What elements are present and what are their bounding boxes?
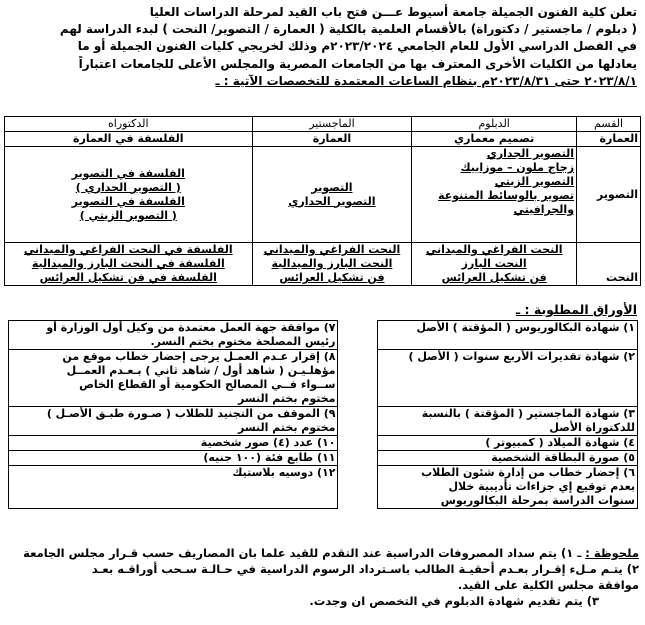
cell-line: فن تشكيل العرائس: [279, 271, 385, 284]
specialties-table: [4, 116, 641, 286]
item-line: ٤) شهادة الميلاد ( كمبيوتر ): [485, 436, 635, 449]
item-line: للدكتوراة الأصل: [549, 421, 635, 434]
paper-item: [378, 321, 638, 350]
item-line: ١٠) عدد (٤) صور شخصية: [200, 436, 336, 449]
cell-line: فن تشكيل العرائس: [441, 271, 547, 284]
intro-line: في الفصل الدراسي الأول للعام الجامعي ٢٠٢٣/٢٠٢٤م وذلك لخريجي كليات الفنون الجميلة أو ما: [77, 39, 637, 54]
note-text: ـ ١) يتم سداد المصروفات الدراسية عند التقدم للقيد علما بان المصاريف حسب قـرار مجلس الجامعة: [23, 546, 582, 560]
item-line: سنوات الدراسة بمرحلة البكالوريوس: [440, 494, 635, 507]
item-line: ٦) إحضار خطاب من إدارة شئون الطلاب: [421, 466, 635, 479]
cell-line: النحت الفراغي والميداني: [425, 243, 563, 256]
table-row: [9, 350, 638, 407]
spacer: [338, 321, 378, 350]
note-line: ٢) يتـم مـلء إقـرار بعـدم أحقيـة الطالب باسـترداد الرسوم الدراسية في حـالـة سـحب أوراقـه بعـد: [91, 562, 639, 576]
paper-item: [9, 451, 338, 466]
phd-cell: [5, 147, 253, 243]
cell-line: زجاج ملون – موزاييك: [460, 161, 575, 174]
masters-cell: [252, 147, 412, 243]
item-line: مؤهلـيـن ( شاهد أول / شاهد ثاني ) بـعـدم العمــل: [66, 364, 336, 377]
cell-line: تصميم معماري: [454, 132, 535, 145]
item-line: رئيس المصلحة مختوم بختم النسر.: [150, 335, 336, 348]
table-row: [5, 243, 641, 286]
table-header-row: [5, 117, 641, 132]
cell-line: العمارة: [312, 132, 352, 145]
item-line: ١١) طابع فئة (١٠٠ جنيه): [203, 451, 336, 464]
papers-table: [8, 320, 638, 509]
cell-line: التصوير الجداري: [288, 194, 376, 208]
cell-line: النحت البارز: [461, 257, 527, 270]
paper-item: [378, 350, 638, 407]
spacer: [338, 350, 378, 407]
cell-line: الفلسفة في فن تشكيل العرائس: [39, 271, 217, 284]
item-line: بعدم توقيع إي جزاءات تأديبية خلال: [448, 480, 635, 493]
intro-line: ( دبلوم / ماجستير / دكتوراة) بالأقسام العلمية بالكلية ( العمارة / التصوير/ النحت ) لبدء الدراسة لهم: [59, 22, 637, 37]
cell-line: الفلسفة في العمارة: [73, 132, 184, 145]
phd-cell: [5, 132, 253, 147]
cell-line: والجرافيتي: [513, 203, 575, 216]
table-row: [9, 407, 638, 436]
table-row: [9, 321, 638, 350]
item-line: ٢) شهادة تقديرات الأربع سنوات ( الأصل ): [408, 350, 635, 363]
notes-section: [4, 545, 639, 609]
intro-paragraph: [6, 4, 637, 90]
item-line: ٧) موافقة جهة العمل معتمدة من وكيل أول الوزارة أو: [46, 321, 336, 334]
intro-line: يعادلها من الكليات الأخرى المعترف بها من الجامعات المصرية والمجلس الأعلى للجامعات اعتباراً: [78, 56, 637, 71]
header-phd: الدكتوراه: [5, 117, 253, 132]
spacer: [338, 407, 378, 436]
paper-item: [9, 350, 338, 407]
dept-cell: العمارة: [577, 132, 641, 147]
note-line: [4, 545, 639, 561]
table-row: [5, 147, 641, 243]
paper-item: [9, 436, 338, 451]
diploma-cell: [412, 132, 577, 147]
table-row: [9, 436, 638, 451]
intro-line: تعلن كلية الفنون الجميلة جامعة أسيوط عـــن فتح باب القيد لمرحلة الدراسات العليا: [149, 5, 637, 19]
dept-cell: التصوير: [577, 147, 641, 243]
header-dept: القسم: [577, 117, 641, 132]
papers-title: الأوراق المطلوبة : ـ: [515, 302, 637, 317]
cell-line: التصوير الجداري: [486, 147, 575, 160]
cell-line: النحت الفراغي والميداني: [263, 243, 401, 256]
note-line: ٣) يتم تقديم شهادة الدبلوم في التخصص ان وجدت.: [309, 594, 599, 608]
cell-line: الفلسفة في التصوير: [71, 166, 185, 180]
spacer: [338, 436, 378, 451]
paper-item: [378, 436, 638, 451]
paper-item: [9, 466, 338, 509]
note-line: موافقة مجلس الكلية على القيد.: [457, 578, 639, 592]
intro-line: ٢٠٢٣/٨/١ حتى ٢٠٢٣/٨/٣١م بنظام الساعات المعتمدة للتخصصات الآتية : ـ: [215, 73, 637, 88]
cell-line: النحت البارز والميدالية: [271, 257, 393, 270]
paper-item: [378, 407, 638, 436]
item-line: ســواء فــي المصالح الحكومية أو القطاع الخاص: [79, 378, 336, 391]
phd-cell: [5, 243, 253, 286]
cell-line: ( التصوير الجداري ): [75, 180, 181, 194]
cell-line: تصوير بالوسائط المتنوعة: [438, 189, 575, 202]
paper-item: [9, 321, 338, 350]
cell-line: الفلسفة في النحت البارز والميدالية: [31, 257, 225, 270]
item-line: ١٢) دوسيه بلاستيك: [232, 466, 336, 479]
item-line: ٥) صورة البطاقة الشخصية: [491, 451, 635, 464]
table-row: [9, 451, 638, 466]
cell-line: الفلسفة في التصوير: [71, 194, 185, 208]
paper-item: [378, 466, 638, 509]
diploma-cell: [412, 243, 577, 286]
masters-cell: [252, 132, 412, 147]
notes-label: ملحوظة :: [585, 546, 639, 560]
item-line: مختوم بختم النسر: [238, 392, 336, 405]
spacer: [338, 451, 378, 466]
cell-line: الفلسفة في النحت الفراغي والميداني: [23, 243, 233, 256]
paper-item: [378, 451, 638, 466]
cell-line: ( التصوير الزيتي ): [79, 208, 177, 222]
cell-line: التصوير: [311, 180, 353, 194]
diploma-cell: [412, 147, 577, 243]
paper-item: [9, 407, 338, 436]
item-line: ١) شهادة البكالوريوس ( المؤقتة ) الأصل: [416, 321, 635, 334]
cell-line: التصوير الزيتي: [494, 175, 575, 188]
dept-cell: النحت: [577, 243, 641, 286]
header-diploma: الدبلوم: [412, 117, 577, 132]
item-line: ٣) شهادة الماجستير ( المؤقتة ) بالنسبة: [421, 407, 635, 420]
table-row: [5, 132, 641, 147]
item-line: ٩) الموقف من التجنيد للطلاب ( صـورة طبـق الأصـل ): [46, 407, 336, 420]
spacer: [338, 466, 378, 509]
item-line: ٨) إقرار عـدم العمـل يرجى إحضار خطاب موقع من: [62, 350, 336, 363]
item-line: مختوم بختم النسر: [238, 421, 336, 434]
table-row: [9, 466, 638, 509]
masters-cell: [252, 243, 412, 286]
header-masters: الماجستير: [252, 117, 412, 132]
